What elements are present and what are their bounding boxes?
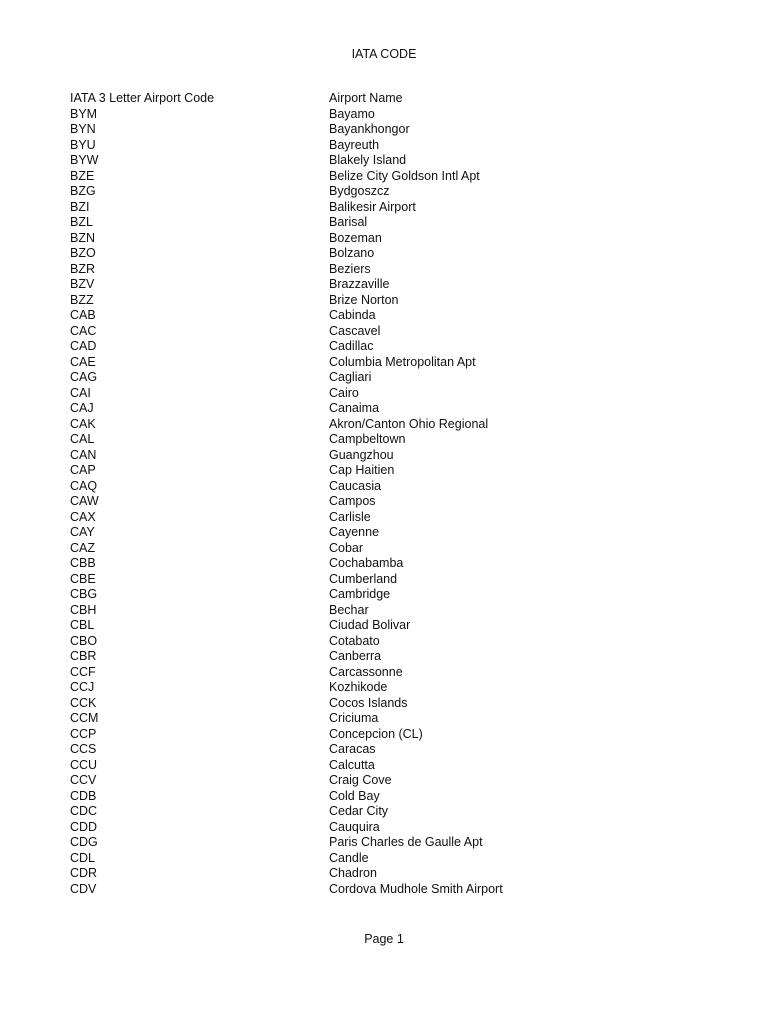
table-row [70, 634, 710, 650]
airport-code-cell: CCU [70, 757, 98, 772]
airport-name-cell: Cocos Islands [329, 695, 408, 710]
airport-code-cell: CAZ [70, 540, 95, 555]
airport-code-cell: CBG [70, 587, 98, 601]
table-row [70, 324, 710, 340]
airport-code-cell: CCJ [70, 680, 95, 694]
airport-code-cell: BZR [70, 261, 95, 276]
table-row [70, 541, 710, 557]
airport-code-cell: CDG [70, 835, 98, 849]
airport-name-cell: Campbeltown [329, 432, 406, 446]
airport-code-cell: CCV [70, 773, 97, 787]
table-header-row [70, 91, 710, 107]
airport-code-cell: BYU [70, 137, 96, 152]
table-row [70, 184, 710, 200]
airport-name-cell: Barisal [329, 215, 368, 229]
table-row [70, 727, 710, 743]
airport-code-cell: CAG [70, 370, 98, 384]
airport-name-cell: Paris Charles de Gaulle Apt [329, 835, 483, 849]
airport-code-cell: CAC [70, 323, 97, 338]
airport-name-cell: Cascavel [329, 323, 381, 338]
airport-name-cell: Balikesir Airport [329, 199, 416, 214]
airport-code-cell: BZO [70, 246, 96, 260]
airport-name-cell: Carcassonne [329, 664, 403, 679]
airport-name-cell: Ciudad Bolivar [329, 618, 411, 632]
airport-code-cell: CAW [70, 494, 99, 508]
table-row [70, 556, 710, 572]
airport-code-cell: BZZ [70, 292, 94, 307]
airport-name-cell: Concepcion (CL) [329, 726, 423, 741]
table-row [70, 882, 710, 898]
airport-name-cell: Craig Cove [329, 773, 392, 787]
airport-code-cell: CCF [70, 664, 96, 679]
table-row [70, 680, 710, 696]
airport-code-cell: CCP [70, 726, 97, 741]
airport-name-cell: Chadron [329, 866, 377, 880]
airport-name-cell: Cagliari [329, 370, 372, 384]
airport-code-cell: CAN [70, 447, 97, 462]
table-row [70, 122, 710, 138]
airport-code-cell: CAK [70, 416, 96, 431]
airport-code-cell: CDV [70, 881, 97, 896]
airport-code-cell: CAL [70, 432, 95, 446]
airport-name-cell: Cedar City [329, 804, 389, 818]
table-row [70, 789, 710, 805]
airport-name-cell: Candle [329, 850, 369, 865]
table-row [70, 649, 710, 665]
table-row [70, 665, 710, 681]
table-row [70, 835, 710, 851]
airport-code-cell: CDR [70, 866, 98, 880]
page-number: Page 1 [364, 932, 404, 946]
airport-name-cell: Caracas [329, 742, 376, 756]
table-row [70, 107, 710, 123]
airport-code-cell: CBB [70, 556, 96, 570]
page-title: IATA CODE [351, 47, 417, 61]
airport-name-cell: Columbia Metropolitan Apt [329, 354, 476, 369]
airport-code-cell: CDB [70, 788, 97, 803]
table-row [70, 773, 710, 789]
airport-code-cell: CAY [70, 525, 95, 539]
airport-name-cell: Canberra [329, 649, 382, 663]
airport-name-cell: Akron/Canton Ohio Regional [329, 416, 489, 431]
airport-name-cell: Campos [329, 494, 376, 508]
airport-name-cell: Bydgoszcz [329, 184, 390, 198]
airport-name-cell: Bayamo [329, 106, 375, 121]
table-row [70, 153, 710, 169]
table-row [70, 820, 710, 836]
airport-code-cell: CAE [70, 354, 96, 369]
table-row [70, 696, 710, 712]
airport-name-cell: Belize City Goldson Intl Apt [329, 168, 480, 183]
airport-code-cell: CCM [70, 711, 99, 725]
table-row [70, 138, 710, 154]
airport-name-cell: Calcutta [329, 757, 375, 772]
airport-name-cell: Blakely Island [329, 153, 407, 167]
airport-code-cell: CAB [70, 308, 96, 322]
airport-code-cell: CBL [70, 618, 95, 632]
airport-name-cell: Guangzhou [329, 447, 394, 462]
table-row [70, 417, 710, 433]
airport-name-cell: Bozeman [329, 230, 382, 245]
airport-name-cell: Brize Norton [329, 292, 399, 307]
airport-code-cell: BZI [70, 199, 90, 214]
airport-code-cell: BZL [70, 215, 93, 229]
table-row [70, 603, 710, 619]
airport-name-cell: Bayankhongor [329, 122, 410, 136]
airport-name-cell: Cordova Mudhole Smith Airport [329, 881, 503, 896]
airport-name-cell: Cochabamba [329, 556, 404, 570]
table-row [70, 851, 710, 867]
table-row [70, 510, 710, 526]
airport-code-table [70, 91, 710, 897]
table-row [70, 200, 710, 216]
airport-name-cell: Cotabato [329, 633, 380, 648]
airport-name-cell: Kozhikode [329, 680, 388, 694]
table-row [70, 618, 710, 634]
table-row [70, 463, 710, 479]
airport-code-cell: CBO [70, 633, 98, 648]
airport-name-cell: Carlisle [329, 509, 371, 524]
airport-code-cell: BYM [70, 106, 98, 121]
table-row [70, 169, 710, 185]
airport-name-cell: Cumberland [329, 571, 398, 586]
airport-code-cell: BZV [70, 277, 95, 291]
airport-name-cell: Cambridge [329, 587, 391, 601]
table-row [70, 293, 710, 309]
airport-name-cell: Cobar [329, 540, 364, 555]
airport-code-cell: CAJ [70, 401, 94, 415]
airport-name-cell: Cairo [329, 385, 359, 400]
table-row [70, 386, 710, 402]
table-row [70, 448, 710, 464]
table-row [70, 572, 710, 588]
table-row [70, 339, 710, 355]
airport-code-cell: CBH [70, 602, 97, 617]
airport-name-cell: Cauquira [329, 819, 380, 834]
airport-code-cell: CCS [70, 742, 97, 756]
table-row [70, 308, 710, 324]
table-row [70, 370, 710, 386]
airport-code-cell: CBE [70, 571, 96, 586]
table-row [70, 215, 710, 231]
airport-name-cell: Cap Haitien [329, 463, 395, 477]
table-row [70, 804, 710, 820]
airport-code-cell: CDC [70, 804, 98, 818]
airport-name-cell: Cabinda [329, 308, 376, 322]
airport-code-cell: CAQ [70, 478, 98, 493]
airport-code-cell: BYW [70, 153, 99, 167]
table-row [70, 479, 710, 495]
column-header-code: IATA 3 Letter Airport Code [70, 91, 215, 105]
table-row [70, 758, 710, 774]
airport-code-cell: CAX [70, 509, 96, 524]
table-row [70, 587, 710, 603]
table-row [70, 231, 710, 247]
table-row [70, 277, 710, 293]
airport-code-cell: BZN [70, 230, 95, 245]
table-row [70, 494, 710, 510]
airport-name-cell: Criciuma [329, 711, 379, 725]
table-row [70, 525, 710, 541]
table-row [70, 711, 710, 727]
airport-code-cell: CAI [70, 385, 91, 400]
airport-code-cell: CDD [70, 819, 98, 834]
airport-name-cell: Canaima [329, 401, 380, 415]
airport-code-cell: CAD [70, 339, 97, 353]
airport-code-cell: CDL [70, 850, 96, 865]
airport-code-cell: CBR [70, 649, 97, 663]
airport-code-cell: BYN [70, 122, 96, 136]
airport-code-cell: BZG [70, 184, 96, 198]
airport-code-cell: CAP [70, 463, 96, 477]
airport-name-cell: Bayreuth [329, 137, 380, 152]
table-row [70, 262, 710, 278]
airport-name-cell: Bechar [329, 602, 369, 617]
airport-name-cell: Cayenne [329, 525, 380, 539]
airport-name-cell: Cold Bay [329, 788, 380, 803]
airport-name-cell: Beziers [329, 261, 371, 276]
airport-name-cell: Cadillac [329, 339, 374, 353]
airport-code-cell: BZE [70, 168, 95, 183]
airport-name-cell: Bolzano [329, 246, 375, 260]
column-header-name: Airport Name [329, 91, 403, 105]
table-row [70, 432, 710, 448]
airport-code-cell: CCK [70, 695, 97, 710]
table-row [70, 742, 710, 758]
table-row [70, 401, 710, 417]
table-row [70, 246, 710, 262]
table-row [70, 866, 710, 882]
airport-name-cell: Brazzaville [329, 277, 390, 291]
airport-name-cell: Caucasia [329, 478, 382, 493]
table-row [70, 355, 710, 371]
